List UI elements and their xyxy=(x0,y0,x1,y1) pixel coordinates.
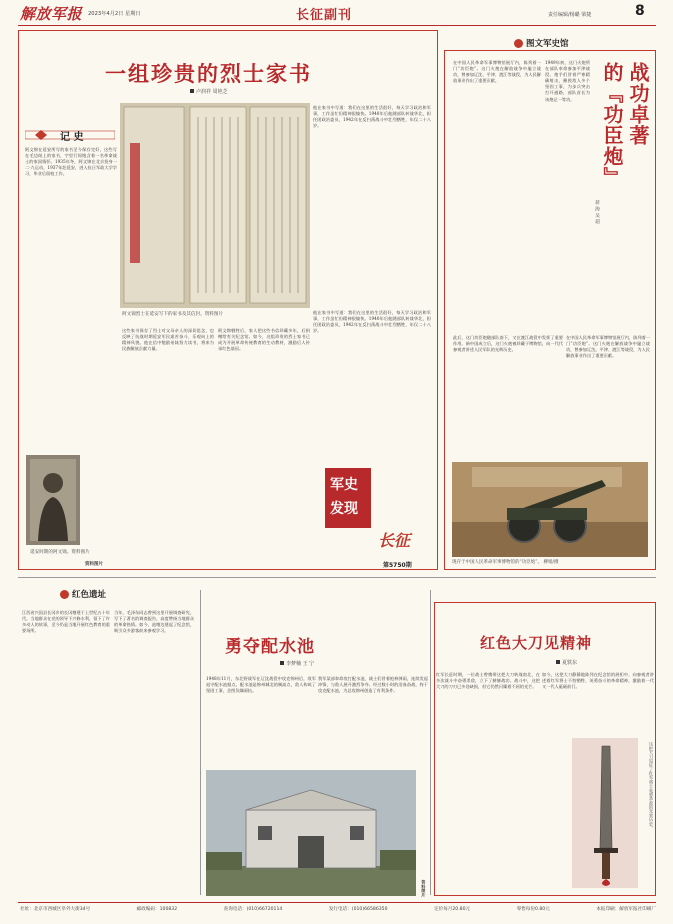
right-body-col4: 在中国人民革命军事博物馆展厅内，陈列着一门“功臣炮”。这门火炮在解放战争中屡立战功，曾参加辽沈、平津、渡江等战役，为人民解放事业作出了重要贡献。 xyxy=(566,335,650,359)
right-article-title xyxy=(595,62,651,332)
main-body-col3: 这些家书保存了烈士对父母亲人的深切思念，也反映了抗战时期延安军民艰苦奋斗、乐观向上的精神风貌。他在信中勉励弟妹努力读书，将来为民族解放贡献力量。 xyxy=(122,328,214,352)
masthead-rule xyxy=(18,25,656,26)
bottom-middle-divider xyxy=(430,590,431,895)
masthead xyxy=(0,0,673,25)
footer-rule xyxy=(18,902,656,903)
history-badge xyxy=(325,468,371,528)
main-article-title: 一组珍贵的烈士家书 xyxy=(105,61,312,86)
main-body-col2: 他在家书中写道：我们在这里的生活很好，每天学习政治和军事，工作虽忙但精神很愉快。1940年后他随部队转战华北，担任团政治委员，1942年在反扫荡战斗中壮烈牺牲，年仅二十八岁。 xyxy=(313,105,431,129)
issue-stamp xyxy=(383,560,412,569)
water-tower-credit: 资料图片 xyxy=(421,880,427,897)
cannon-photo xyxy=(452,462,648,557)
letters-photo-b xyxy=(228,103,310,308)
right-article-byline: 蒋 海 吴 超 xyxy=(594,200,599,224)
right-body-col1: 在中国人民革命军事博物馆展厅内，陈列着一门“功臣炮”。这门火炮在解放战争中屡立战功，曾参加辽沈、平津、渡江等战役，为人民解放事业作出了重要贡献。 xyxy=(453,60,541,84)
bottom-middle-col2: 我军某部奉命攻打配水池，战士们冒着枪林弹雨，连续发起冲锋，与敌人展开激烈争夺。经过数小时的浴血奋战，终于攻克配水池，为总攻锦州创造了有利条件。 xyxy=(318,676,428,694)
water-tower-image-icon xyxy=(206,770,416,896)
bottom-left-col1: 江西省兴国县长冈乡的长冈塘建于上世纪五十年代。当地群众在党的领导下兴修水利，留下了许多动人的故事，至今仍是当地开展红色教育的重要场所。 xyxy=(22,610,110,634)
footer-retail: 零售每份0.80元 xyxy=(516,907,550,912)
main-body-col5: 他在家书中写道：我们在这里的生活很好，每天学习政治和军事，工作虽忙但精神很愉快。1940年后他随部队转战华北，担任团政治委员，1942年在反扫荡战斗中壮烈牺牲，年仅二十八岁。 xyxy=(313,310,431,334)
footer-phone: 查询电话：(010)66720114 xyxy=(223,907,283,912)
bottom-right-col2: 如今，这把大刀静静地陈列在纪念馆的展柜中，向参观者讲述着红军将士不怕牺牲、英勇奋斗的革命精神，激励着一代又一代人砥砺前行。 xyxy=(542,672,654,690)
bottom-left-col2: 当年，毛泽东同志曾到这里开展调查研究，写下了著名的调查报告，高度赞扬当地群众的革命热情。如今，池塘边建起了纪念馆，吸引众多游客前来参观学习。 xyxy=(114,610,194,634)
section-dot-icon xyxy=(514,39,523,48)
section-dot-icon xyxy=(60,590,69,599)
bottom-right-col1: 红军长征时期，一位战士曾携带这把大刀转战南北，在多次战斗中奋勇杀敌，立下了赫赫战功。战斗中，这把大刀的刀刃已多处缺损，但它仍然闪耀着不屈的光芒。 xyxy=(436,672,540,690)
right-body-col2: 1949年初，这门火炮所在部队奉命参加平津战役。炮手们冒着严寒精确射击，摧毁敌人多个坚固工事，为步兵突击打开通路，部队首长为该炮记一等功。 xyxy=(545,60,590,102)
portrait-credit: 资料图片 xyxy=(85,562,103,567)
calligraphy-mark: 长征 xyxy=(378,531,411,550)
main-body-col1: 阿文锦在延安所写的家书至今保存完好，这些写在毛边纸上的家书，字里行间饱含着一名革命战士的家国情怀。1935年冬，阿文锦在北京投身一二·九运动，1937年赴延安，进入抗日军政大学学习，毕业后留校工作。 xyxy=(25,147,117,177)
section-title: 长征副刊 xyxy=(296,8,353,23)
issue-stamp-text: 第5750期 xyxy=(383,562,412,569)
footer-printer: 本报印刷：解放军报社印刷厂 xyxy=(596,907,656,912)
right-body-col3: 此后，这门功臣炮随部队南下，又在渡江战役中发挥了重要作用。新中国成立后，这门火炮被珍藏于博物馆，向一代代参观者讲述人民军队的光辉历史。 xyxy=(453,335,563,353)
bottom-middle-title: 勇夺配水池 xyxy=(225,637,315,657)
page-number: 8 xyxy=(635,3,645,19)
stamp-bar-icon xyxy=(383,560,429,568)
portrait-figure-icon xyxy=(26,455,80,545)
main-body-col4: 阿文锦牺牲后，家人把这些书信珍藏多年，后捐赠给有关纪念馆。如今，这组珍贵的烈士家书已成为开展革命传统教育的生动教材，激励后人传承红色基因。 xyxy=(218,328,310,352)
issue-date: 2023年4月2日 星期日 xyxy=(88,11,141,17)
portrait-photo xyxy=(26,455,80,545)
subhead-text: 记 史 xyxy=(60,132,84,143)
right-section-tag: 图文军史馆 xyxy=(514,37,569,49)
footer-address: 社址：北京市西城区阜外大街34号 xyxy=(20,907,91,912)
bottom-middle-byline: 李梦楠 王 宁 xyxy=(280,660,314,667)
bottom-right-byline: 夏轶东 xyxy=(556,659,577,666)
sword-caption: 这把大刀见证了红军将士英勇杀敌的光荣历史。 xyxy=(649,742,654,830)
bottom-right-title: 红色大刀见精神 xyxy=(480,634,593,652)
main-article-byline: 卢润祥 周艳芝 xyxy=(190,88,228,95)
right-title-line1: 战功卓著 xyxy=(626,62,650,146)
editors-line: 责任编辑/杨璐 梁捷 xyxy=(548,12,592,18)
badge-line2: 发现 xyxy=(330,501,358,517)
footer-price: 定价每月20.80元 xyxy=(434,907,471,912)
cannon-image-icon xyxy=(452,462,648,557)
bottom-right-frame xyxy=(434,602,656,896)
badge-line1: 军史 xyxy=(330,477,358,493)
footer-zip: 邮政编码：100832 xyxy=(136,907,178,912)
bottom-left-divider xyxy=(200,590,201,895)
bottom-left-section-tag: 红色遗址 xyxy=(60,588,106,600)
newspaper-logo: 解放军报 xyxy=(20,5,83,23)
portrait-caption: 延安时期的阿文锦。资料图片 xyxy=(30,550,90,555)
footer xyxy=(20,906,656,912)
water-tower-photo xyxy=(206,770,416,896)
letters-caption: 阿文锦烈士在延安写下的家书及其信封。资料图片 xyxy=(122,312,224,317)
cannon-caption: 现存于中国人民革命军事博物馆的“功臣炮”。 柳娟/摄 xyxy=(452,560,559,565)
subhead-block xyxy=(25,126,115,144)
bottom-divider xyxy=(18,577,656,578)
footer-ads: 发行电话：(010)66586350 xyxy=(328,907,388,912)
bottom-middle-col1: 1948年11月，东北野战军在辽沈战役中攻克锦州后，敌军退守配水池据点。配水池是锦州城北的制高点，敌人构筑了坚固工事，企图负隅顽抗。 xyxy=(206,676,316,694)
right-title-line2: 的『功臣炮』 xyxy=(600,62,624,188)
